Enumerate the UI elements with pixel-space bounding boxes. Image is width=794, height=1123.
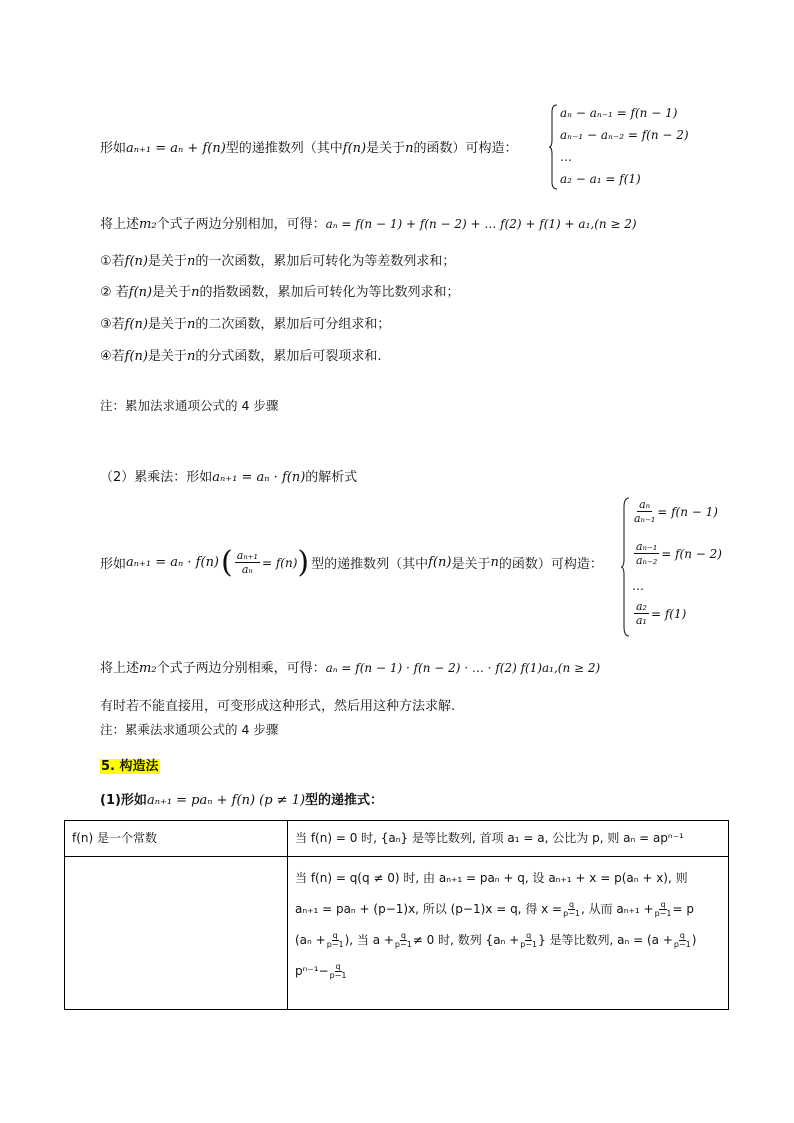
- system-line: aₙ₋₁ − aₙ₋₂ = f(n − 2): [560, 128, 689, 142]
- system-line: …: [632, 579, 644, 593]
- section-heading: [100, 755, 160, 774]
- case-marker: ② 若: [100, 285, 129, 300]
- table-cell: [288, 856, 729, 1009]
- cell-line: aₙ₊₁ = paₙ + (p−1)x, 所以 (p−1)x = q, 得 x = $\frac{q}{p-1}$ , 从而 aₙ₊₁ + $\frac{q}{p-1}$ = p: [295, 899, 694, 918]
- product-method-heading: [100, 466, 357, 485]
- n-symbol: n: [187, 349, 196, 364]
- table-cell: [65, 856, 288, 1009]
- case-marker: ④若: [100, 349, 125, 364]
- system-line: a₂ − a₁ = f(1): [560, 172, 641, 186]
- ratio-fraction: [235, 550, 260, 575]
- case-2: [100, 281, 460, 300]
- ratio-denominator: aₙ: [241, 563, 253, 576]
- product-remark: 有时若不能直接用，可变形成这种形式，然后用这种方法求解.: [100, 699, 456, 714]
- n-symbol: n: [191, 285, 200, 300]
- product-note: 注：累乘法求通项公式的 4 步骤: [100, 722, 279, 737]
- text: 型的递推式：: [305, 793, 384, 808]
- m-symbol: m₂: [139, 661, 157, 676]
- sum-note: 注：累加法求通项公式的 4 步骤: [100, 398, 279, 413]
- table-row: [65, 821, 729, 857]
- n-symbol: n: [490, 555, 499, 570]
- sum-result: [100, 213, 637, 232]
- product-formula: aₙ = f(n − 1) · f(n − 2) · … · f(2) f(1)a₁,(n ≥ 2): [325, 661, 601, 675]
- heading-text: 5. 构造法: [101, 759, 159, 774]
- recurrence-formula: aₙ₊₁ = aₙ · f(n): [126, 555, 220, 570]
- product-result: [100, 657, 600, 676]
- case-1: [100, 250, 455, 269]
- sum-method-intro: [100, 137, 518, 156]
- n-symbol: n: [187, 254, 196, 269]
- text: （2）累乘法：形如: [100, 470, 213, 485]
- text: 的分式函数，累加后可裂项求和.: [195, 349, 382, 364]
- text: 是关于: [152, 285, 192, 300]
- system-line: aₙ − aₙ₋₁ = f(n − 1): [560, 106, 678, 120]
- recurrence-formula: aₙ₊₁ = aₙ + f(n): [126, 141, 226, 156]
- intro-text: 型的递推数列（其中: [225, 141, 343, 156]
- recurrence-formula: aₙ₊₁ = paₙ + f(n) (p ≠ 1): [146, 793, 306, 808]
- system-brace: [620, 497, 630, 637]
- system-brace: [548, 104, 558, 190]
- fn-symbol: f(n): [428, 555, 452, 570]
- cell-line: (aₙ + $\frac{q}{p-1}$ ), 当 a + $\frac{q}{p-1}$ ≠ 0 时, 数列 {aₙ + $\frac{q}{p-1}$ } 是等比数列, aₙ = (a + $\frac{q}{p-1}$ ): [295, 931, 697, 950]
- fn-symbol: f(n): [124, 254, 148, 269]
- text: 个式子两边分别相乘，可得：: [156, 661, 326, 676]
- text: 形如: [100, 557, 127, 572]
- text: 是关于: [451, 557, 491, 572]
- ratio-rhs: = f(n): [261, 555, 298, 570]
- fn-symbol: f(n): [124, 317, 148, 332]
- system-line: $\frac{\text{a₂}}{\text{a₁}}$ = f(1): [636, 600, 687, 627]
- case-3: [100, 313, 390, 332]
- text: 将上述: [100, 661, 140, 676]
- text: 的解析式: [305, 470, 358, 485]
- ratio-numerator: aₙ₊₁: [236, 549, 258, 562]
- text: 型的递推数列（其中: [311, 557, 429, 572]
- table-row: [65, 856, 729, 1009]
- text: 将上述: [100, 217, 140, 232]
- n-symbol: n: [187, 317, 196, 332]
- cell-line: 当 f(n) = q(q ≠ 0) 时, 由 aₙ₊₁ = paₙ + q, 设 aₙ₊₁ + x = p(aₙ + x), 则: [295, 870, 688, 885]
- intro-text: 的函数）可构造：: [413, 141, 518, 156]
- table-cell: f(n) 是一个常数: [65, 821, 288, 857]
- paren-ratio: ( $\frac{\text{aₙ₊₁}}{\text{aₙ}}$ = f(n) ): [221, 545, 310, 580]
- m-symbol: m₂: [139, 217, 157, 232]
- fn-symbol: f(n): [342, 141, 367, 156]
- system-line: $\frac{\text{aₙ}}{\text{aₙ₋₁}}$ = f(n − 1): [634, 498, 718, 525]
- text: 的函数）可构造：: [498, 557, 603, 572]
- construct-subheading: [100, 789, 383, 808]
- sum-formula: aₙ = f(n − 1) + f(n − 2) + … f(2) + f(1) + a₁,(n ≥ 2): [325, 217, 637, 231]
- fn-symbol: f(n): [128, 285, 153, 300]
- text: 的一次函数，累加后可转化为等差数列求和；: [195, 254, 456, 269]
- text: 的二次函数，累加后可分组求和；: [195, 317, 391, 332]
- case-4: [100, 345, 382, 364]
- text: 是关于: [147, 349, 187, 364]
- text: (1)形如: [100, 793, 147, 808]
- sum-system: [548, 104, 748, 192]
- case-marker: ③若: [100, 317, 125, 332]
- system-line: $\frac{\text{aₙ₋₁}}{\text{aₙ₋₂}}$ = f(n − 2): [636, 540, 722, 567]
- n-symbol: n: [405, 141, 414, 156]
- table-cell: 当 f(n) = 0 时, {aₙ} 是等比数列, 首项 a₁ = a, 公比为 p, 则 aₙ = apⁿ⁻¹: [288, 821, 729, 857]
- intro-text: 形如: [100, 141, 127, 156]
- fn-symbol: f(n): [124, 349, 148, 364]
- text: 的指数函数，累加后可转化为等比数列求和；: [199, 285, 460, 300]
- intro-text: 是关于: [366, 141, 406, 156]
- system-line: …: [560, 150, 572, 164]
- text: 个式子两边分别相加，可得：: [156, 217, 326, 232]
- text: 是关于: [147, 254, 187, 269]
- product-system: [620, 497, 770, 639]
- case-marker: ①若: [100, 254, 125, 269]
- product-method-intro: [100, 545, 603, 580]
- recurrence-formula: aₙ₊₁ = aₙ · f(n): [212, 470, 306, 485]
- text: 是关于: [147, 317, 187, 332]
- construct-table: [64, 820, 729, 1010]
- cell-line: pⁿ⁻¹− $\frac{q}{p-1}$: [295, 962, 347, 981]
